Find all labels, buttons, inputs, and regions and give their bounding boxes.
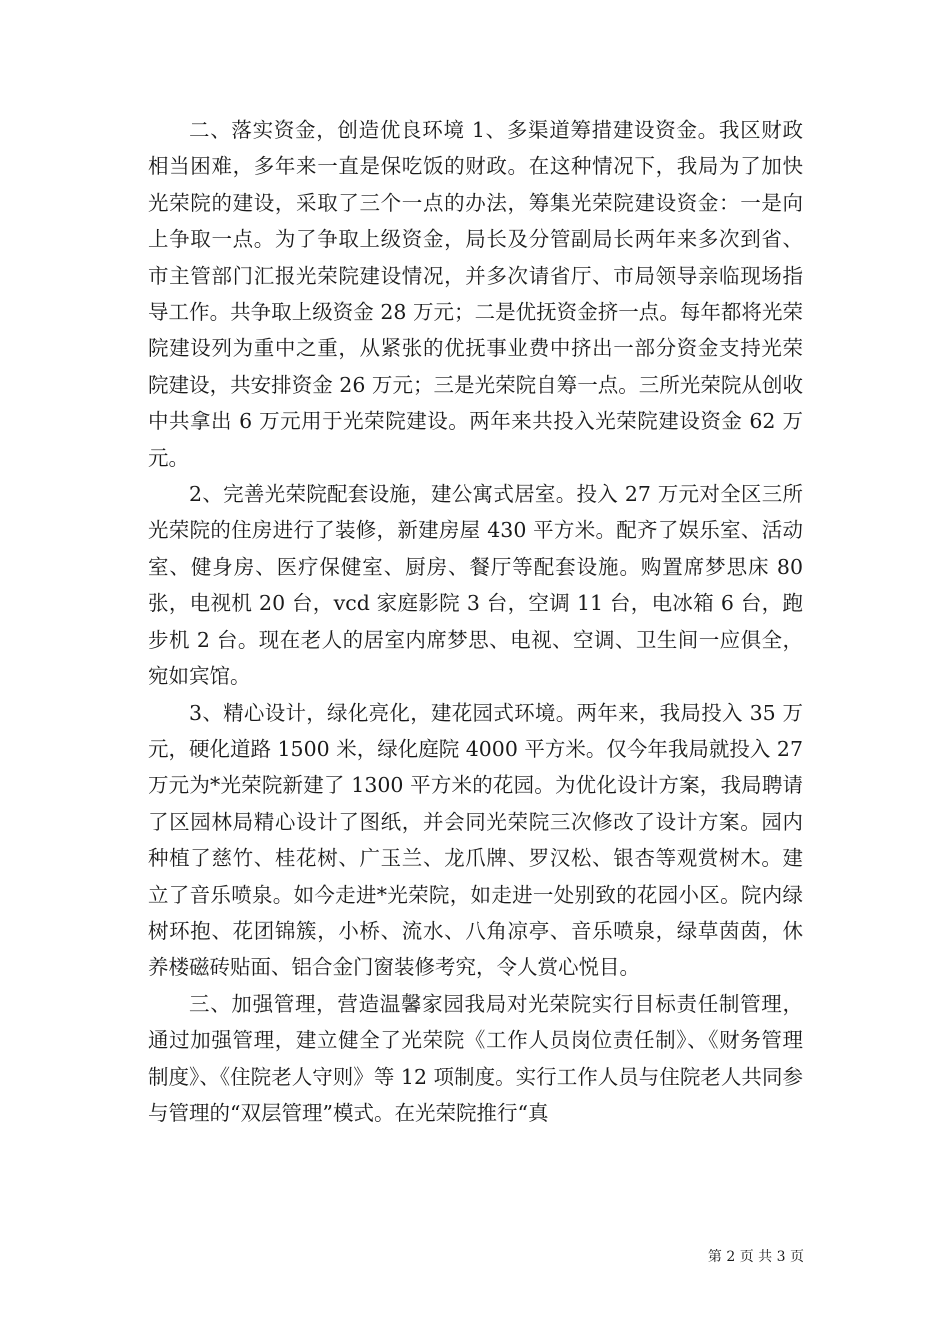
paragraph-greening: 3、精心设计，绿化亮化，建花园式环境。两年来，我局投入 35 万元，硬化道路 1500 米，绿化庭院 4000 平方米。仅今年我局就投入 27 万元为*光荣院新建了 1300 平方米的花园。为优化设计方案，我局聘请了区园林局精心设计了图纸，并会同光荣院三次修改了设计方案。园内种植了慈竹、桂花树、广玉兰、龙爪牌、罗汉松、银杏等观赏树木。建立了音乐喷泉。如今走进*光荣院，如走进一处别致的花园小区。院内绿树环抱、花团锦簇，小桥、流水、八角凉亭、音乐喷泉，绿草茵茵，休养楼磁砖贴面、铝合金门窗装修考究，令人赏心悦目。 [148,700,804,980]
paragraph-facilities: 2、完善光荣院配套设施，建公寓式居室。投入 27 万元对全区三所光荣院的住房进行了装修，新建房屋 430 平方米。配齐了娱乐室、活动室、健身房、医疗保健室、厨房、餐厅等配套设施。购置席梦思床 80 张，电视机 20 台，vcd 家庭影院 3 台，空调 11 台，电冰箱 6 台，跑步机 2 台。现在老人的居室内席梦思、电视、空调、卫生间一应俱全，宛如宾馆。 [148,482,803,689]
document-body [148,112,803,1131]
paragraph-funding: 二、落实资金，创造优良环境 1、多渠道筹措建设资金。我区财政相当困难，多年来一直是保吃饭的财政。在这种情况下，我局为了加快光荣院的建设，采取了三个一点的办法，筹集光荣院建设资金：一是向上争取一点。为了争取上级资金，局长及分管副局长两年来多次到省、市主管部门汇报光荣院建设情况，并多次请省厅、市局领导亲临现场指导工作。共争取上级资金 28 万元；二是优抚资金挤一点。每年都将光荣院建设列为重中之重，从紧张的优抚事业费中挤出一部分资金支持光荣院建设，共安排资金 26 万元；三是光荣院自筹一点。三所光荣院从创收中共拿出 6 万元用于光荣院建设。两年来共投入光荣院建设资金 62 万元。 [148,118,803,470]
paragraph-management: 三、加强管理，营造温馨家园我局对光荣院实行目标责任制管理，通过加强管理，建立健全了光荣院《工作人员岗位责任制》、《财务管理制度》、《住院老人守则》等 12 项制度。实行工作人员与住院老人共同参与管理的“双层管理”模式。在光荣院推行“真 [148,991,803,1125]
page-number-footer: 第 2 页 共 3 页 [707,1249,804,1265]
